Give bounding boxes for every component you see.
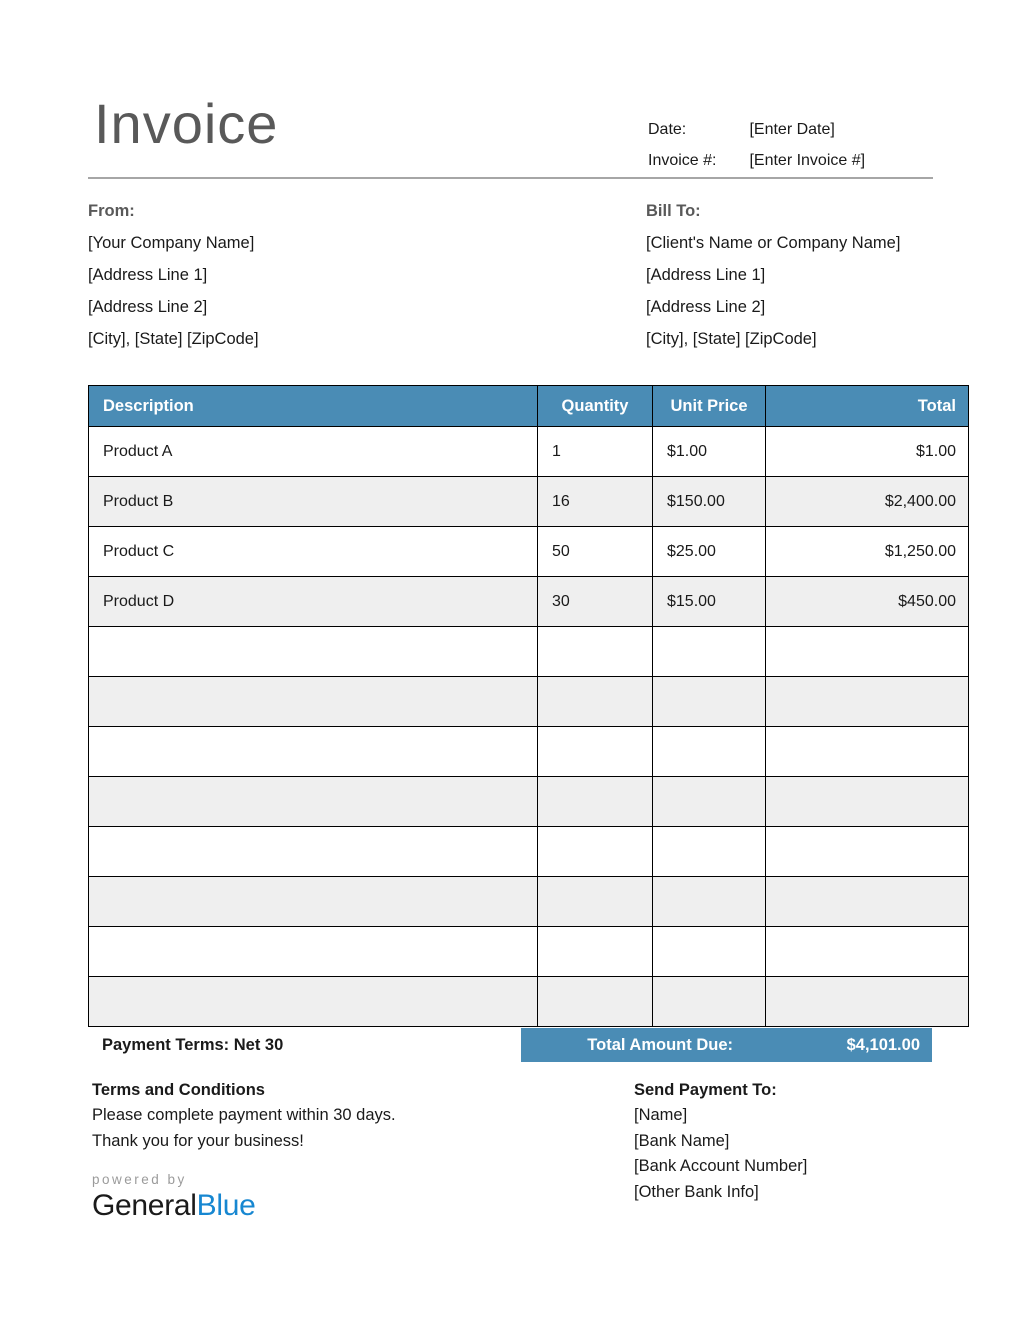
cell-total[interactable]: [766, 877, 969, 927]
cell-description[interactable]: Product B: [89, 477, 538, 527]
bill-to-city-field[interactable]: [City], [State] [ZipCode]: [646, 330, 817, 348]
cell-description[interactable]: Product C: [89, 527, 538, 577]
cell-description[interactable]: [89, 677, 538, 727]
cell-total[interactable]: $1.00: [766, 427, 969, 477]
cell-quantity[interactable]: [538, 977, 653, 1027]
table-row: [89, 627, 969, 677]
cell-total[interactable]: [766, 677, 969, 727]
cell-unit-price[interactable]: $1.00: [653, 427, 766, 477]
cell-total[interactable]: [766, 827, 969, 877]
cell-total[interactable]: $2,400.00: [766, 477, 969, 527]
table-row: [89, 777, 969, 827]
generalblue-logo: [92, 1189, 256, 1222]
bank-account-field[interactable]: [Bank Account Number]: [634, 1157, 808, 1175]
cell-description[interactable]: [89, 977, 538, 1027]
line-items-table: [88, 385, 969, 1027]
cell-description[interactable]: [89, 727, 538, 777]
bill-to-name-field[interactable]: [Client's Name or Company Name]: [646, 234, 901, 252]
column-header-unit-price: Unit Price: [653, 386, 766, 427]
table-row: [89, 577, 969, 627]
other-bank-info-field[interactable]: [Other Bank Info]: [634, 1182, 759, 1201]
table-row: [89, 677, 969, 727]
cell-description[interactable]: [89, 627, 538, 677]
cell-unit-price[interactable]: $15.00: [653, 577, 766, 627]
column-header-description: Description: [89, 386, 538, 427]
send-payment-section: [634, 1077, 807, 1205]
cell-description[interactable]: Product D: [89, 577, 538, 627]
table-footer: [88, 1028, 932, 1062]
bill-to-address2-field[interactable]: [Address Line 2]: [646, 298, 766, 316]
send-payment-heading: Send Payment To:: [634, 1081, 777, 1099]
terms-line: Please complete payment within 30 days.: [92, 1106, 396, 1124]
cell-unit-price[interactable]: [653, 977, 766, 1027]
table-row: [89, 527, 969, 577]
cell-quantity[interactable]: [538, 677, 653, 727]
brand-name-blue: Blue: [196, 1189, 256, 1222]
cell-total[interactable]: [766, 977, 969, 1027]
date-label: Date:: [648, 121, 687, 138]
terms-heading: Terms and Conditions: [92, 1081, 265, 1099]
invoice-meta: [648, 114, 865, 176]
bank-name-field[interactable]: [Bank Name]: [634, 1131, 730, 1150]
cell-quantity[interactable]: [538, 927, 653, 977]
payment-terms: Payment Terms: Net 30: [102, 1036, 284, 1054]
cell-quantity[interactable]: 50: [538, 527, 653, 577]
cell-quantity[interactable]: [538, 877, 653, 927]
cell-total[interactable]: $450.00: [766, 577, 969, 627]
cell-total[interactable]: [766, 777, 969, 827]
table-row: [89, 427, 969, 477]
payee-name-field[interactable]: [Name]: [634, 1106, 688, 1124]
table-header-row: [89, 386, 969, 427]
cell-quantity[interactable]: 16: [538, 477, 653, 527]
cell-quantity[interactable]: 1: [538, 427, 653, 477]
brand-name-general: General: [92, 1189, 197, 1222]
invoice-number-field[interactable]: [Enter Invoice #]: [749, 152, 866, 169]
cell-total[interactable]: [766, 627, 969, 677]
cell-unit-price[interactable]: [653, 877, 766, 927]
cell-quantity[interactable]: [538, 777, 653, 827]
footer-logo: [92, 1172, 256, 1222]
cell-total[interactable]: [766, 727, 969, 777]
cell-quantity[interactable]: [538, 727, 653, 777]
table-body: [89, 427, 969, 1027]
from-address1-field[interactable]: [Address Line 1]: [88, 266, 208, 284]
column-header-total: Total: [766, 386, 969, 427]
header-divider: [88, 177, 933, 179]
invoice-number-label: Invoice #:: [648, 152, 717, 169]
terms-section: [92, 1077, 396, 1154]
table-row: [89, 727, 969, 777]
total-due-value: $4,101.00: [846, 1036, 920, 1054]
table-row: [89, 927, 969, 977]
from-section: [88, 195, 259, 355]
bill-to-address1-field[interactable]: [Address Line 1]: [646, 266, 766, 284]
total-due-bar: [521, 1028, 932, 1062]
cell-unit-price[interactable]: [653, 827, 766, 877]
cell-total[interactable]: [766, 927, 969, 977]
cell-description[interactable]: [89, 777, 538, 827]
cell-unit-price[interactable]: $150.00: [653, 477, 766, 527]
cell-unit-price[interactable]: [653, 927, 766, 977]
line-items-area: [88, 385, 956, 1062]
from-label: From:: [88, 202, 135, 220]
bill-to-section: [646, 195, 900, 355]
table-row: [89, 477, 969, 527]
page-title: Invoice: [94, 92, 279, 155]
cell-unit-price[interactable]: [653, 677, 766, 727]
cell-total[interactable]: $1,250.00: [766, 527, 969, 577]
bill-to-label: Bill To:: [646, 202, 701, 220]
total-due-label: Total Amount Due:: [587, 1036, 733, 1054]
from-address2-field[interactable]: [Address Line 2]: [88, 298, 208, 316]
cell-description[interactable]: [89, 927, 538, 977]
cell-description[interactable]: Product A: [89, 427, 538, 477]
table-row: [89, 827, 969, 877]
cell-description[interactable]: [89, 827, 538, 877]
table-row: [89, 877, 969, 927]
cell-unit-price[interactable]: [653, 627, 766, 677]
date-row: [648, 114, 865, 145]
cell-quantity[interactable]: [538, 827, 653, 877]
invoice-number-row: [648, 145, 865, 176]
terms-line: Thank you for your business!: [92, 1131, 304, 1150]
from-city-field[interactable]: [City], [State] [ZipCode]: [88, 330, 259, 348]
cell-unit-price[interactable]: [653, 777, 766, 827]
cell-description[interactable]: [89, 877, 538, 927]
table-row: [89, 977, 969, 1027]
from-company-field[interactable]: [Your Company Name]: [88, 234, 255, 252]
date-field[interactable]: [Enter Date]: [749, 121, 835, 138]
cell-unit-price[interactable]: $25.00: [653, 527, 766, 577]
column-header-quantity: Quantity: [538, 386, 653, 427]
cell-quantity[interactable]: 30: [538, 577, 653, 627]
cell-quantity[interactable]: [538, 627, 653, 677]
cell-unit-price[interactable]: [653, 727, 766, 777]
powered-by-text: powered by: [92, 1172, 187, 1187]
